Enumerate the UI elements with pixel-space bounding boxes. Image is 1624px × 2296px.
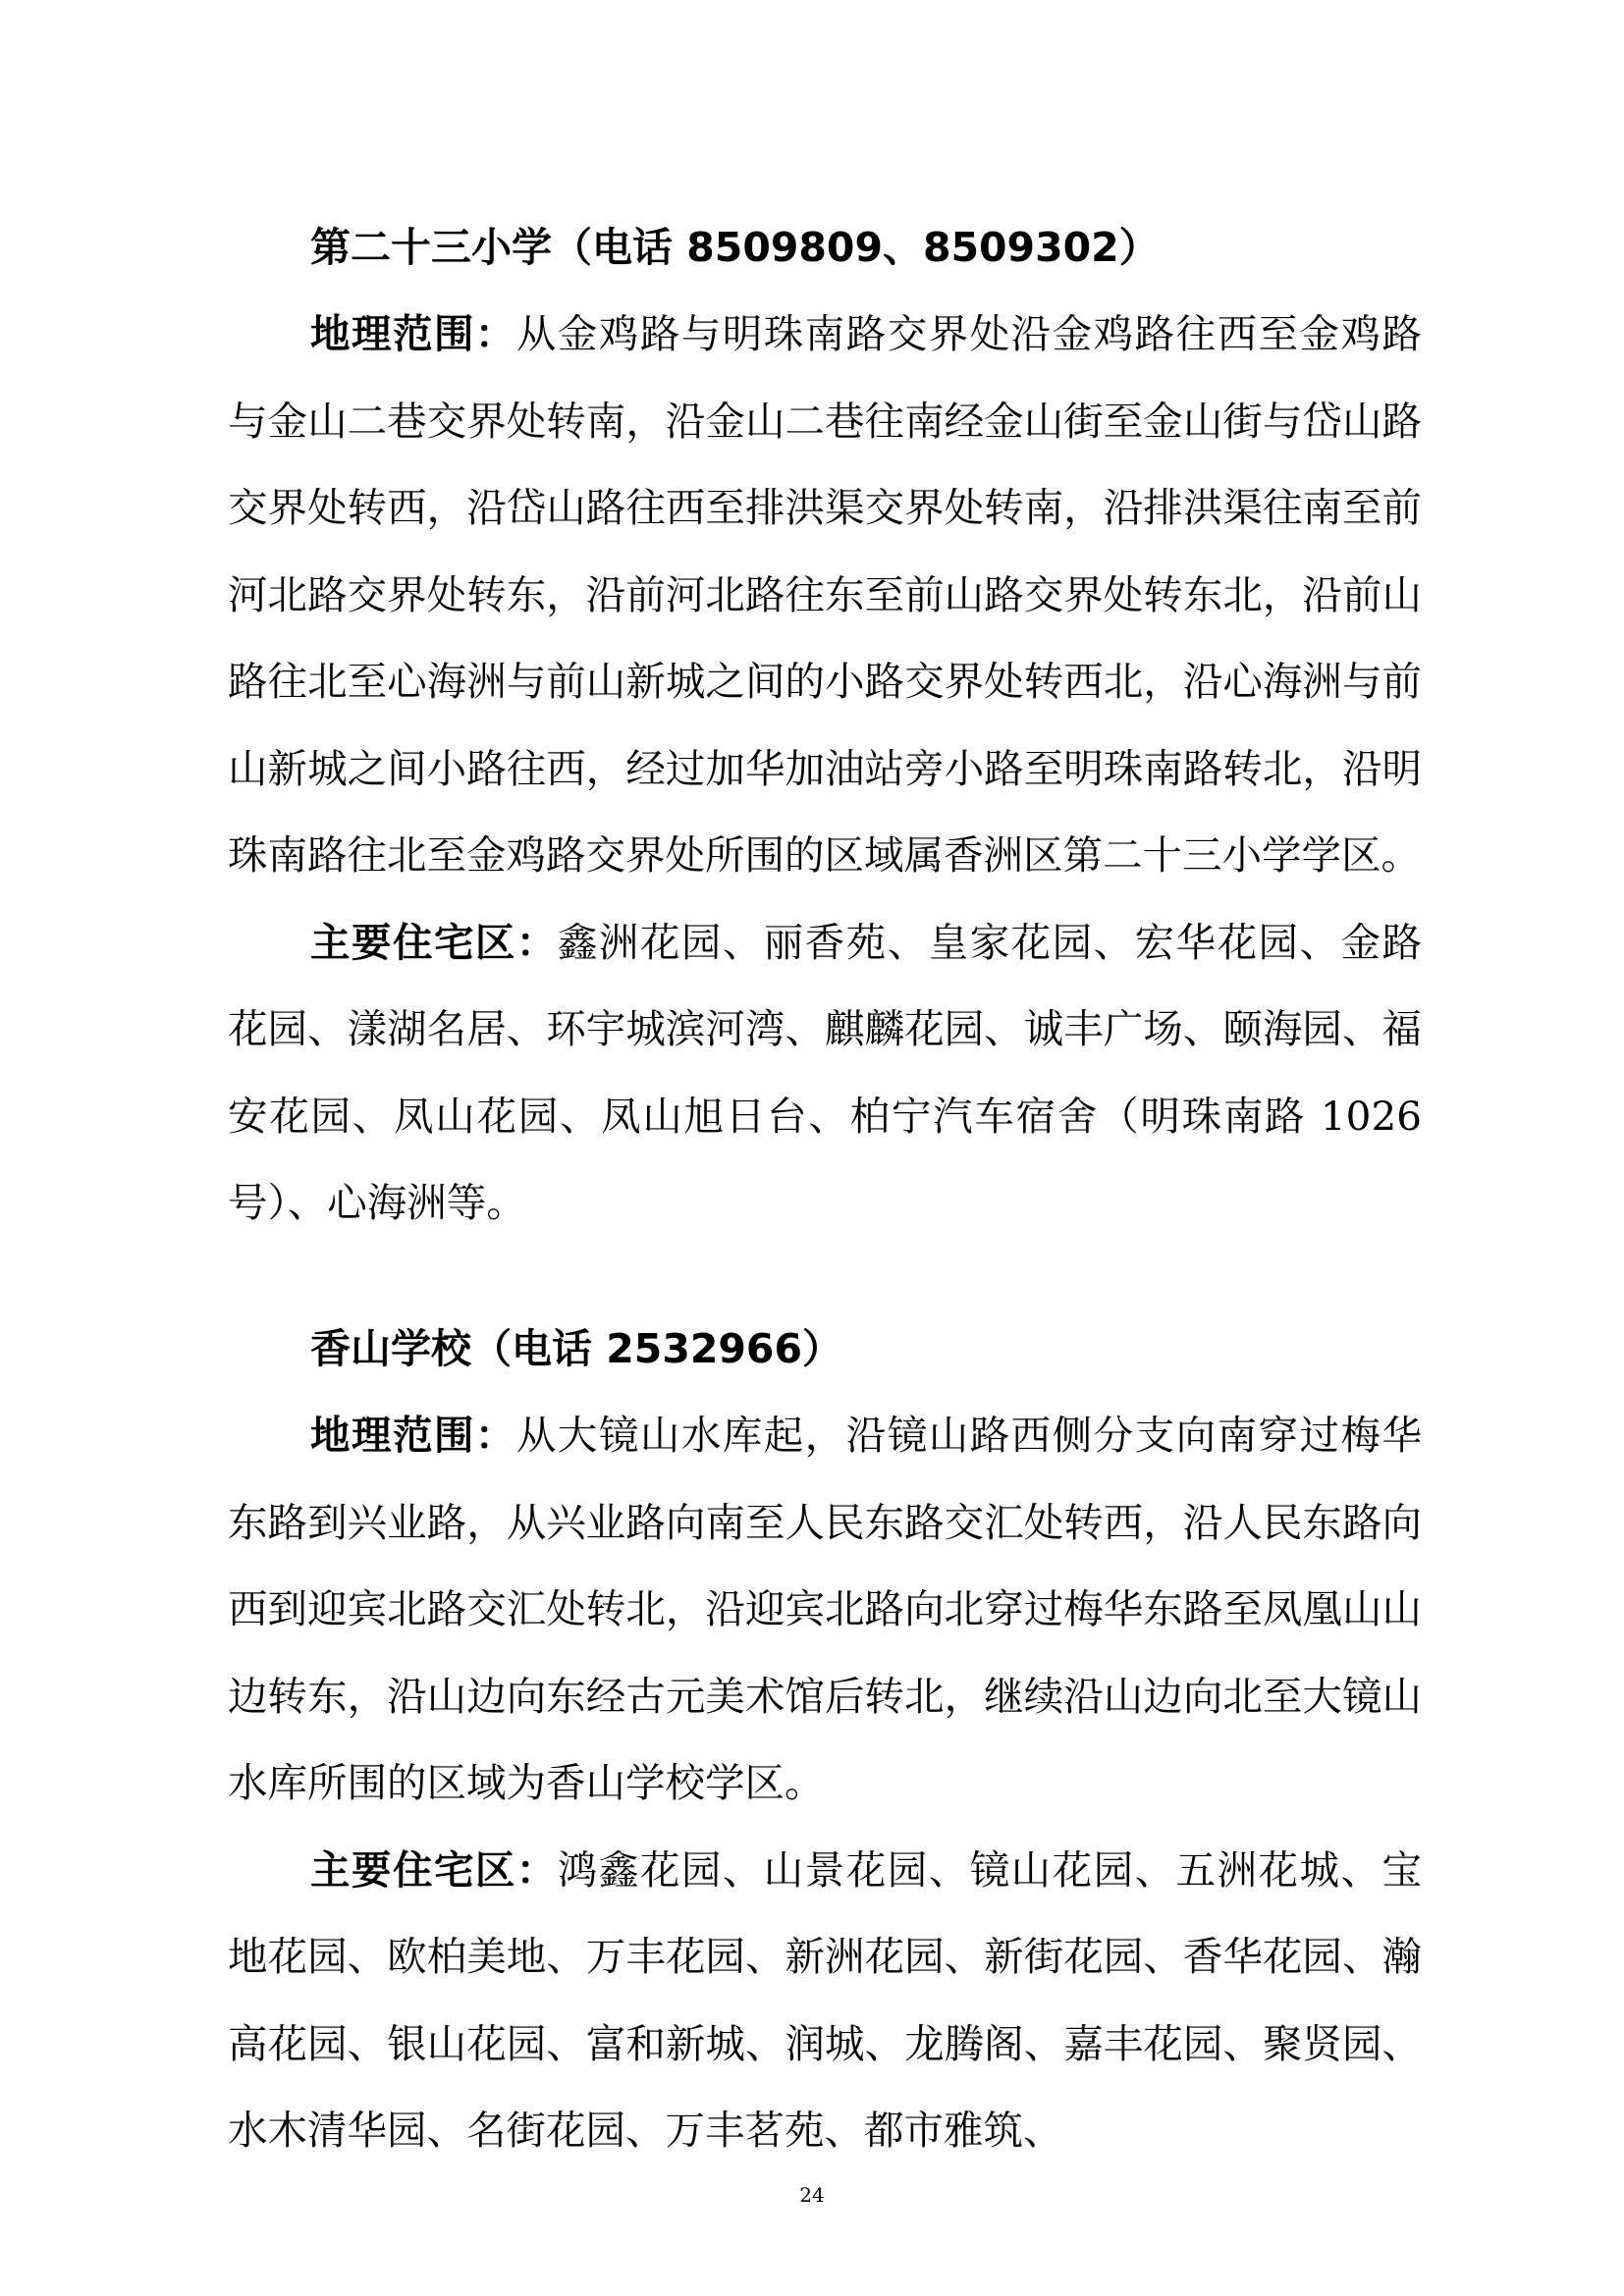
residential-text: 鑫洲花园、丽香苑、皇家花园、宏华花园、金路花园、漾湖名居、环宇城滨河湾、麒麟花园、诚丰广场、颐海园、福安花园、凤山花园、凤山旭日台、柏宁汽车宿舍（明珠南路 1026 号）、心海洲等。: [228, 918, 1423, 1226]
page-number: 24: [799, 2183, 825, 2207]
geo-range-label: 地理范围：: [310, 1412, 516, 1459]
residential-label: 主要住宅区：: [310, 918, 558, 966]
residential-paragraph: [228, 899, 1422, 1247]
geo-range-paragraph: [228, 1392, 1422, 1827]
geo-range-label: 地理范围：: [310, 310, 516, 357]
geo-range-text: 从大镜山水库起，沿镜山路西侧分支向南穿过梅华东路到兴业路，从兴业路向南至人民东路交汇处转西，沿人民东路向西到迎宾北路交汇处转北，沿迎宾北路向北穿过梅华东路至凤凰山山边转东，沿山边向东经古元美术馆后转北，继续沿山边向北至大镜山水库所围的区域为香山学校学区。: [228, 1412, 1423, 1806]
residential-paragraph: [228, 1827, 1422, 2174]
school-section-23: [228, 204, 1422, 1247]
school-section-xiangshan: [228, 1306, 1422, 2174]
geo-range-text: 从金鸡路与明珠南路交界处沿金鸡路往西至金鸡路与金山二巷交界处转南，沿金山二巷往南经金山街至金山街与岱山路交界处转西，沿岱山路往西至排洪渠交界处转南，沿排洪渠往南至前河北路交界处转东，沿前河北路往东至前山路交界处转东北，沿前山路往北至心海洲与前山新城之间的小路交界处转西北，沿心海洲与前山新城之间小路往西，经过加华加油站旁小路至明珠南路转北，沿明珠南路往北至金鸡路交界处所围的区域属香洲区第二十三小学学区。: [228, 310, 1423, 879]
section-heading: 第二十三小学（电话 8509809、8509302）: [310, 224, 1160, 271]
geo-range-paragraph: [228, 291, 1422, 899]
residential-text: 鸿鑫花园、山景花园、镜山花园、五洲花城、宝地花园、欧柏美地、万丰花园、新洲花园、新街花园、香华花园、瀚高花园、银山花园、富和新城、润城、龙腾阁、嘉丰花园、聚贤园、水木清华园、名街花园、万丰茗苑、都市雅筑、: [228, 1845, 1423, 2154]
section-heading: 香山学校（电话 2532966）: [310, 1325, 842, 1372]
residential-label: 主要住宅区：: [310, 1845, 558, 1894]
